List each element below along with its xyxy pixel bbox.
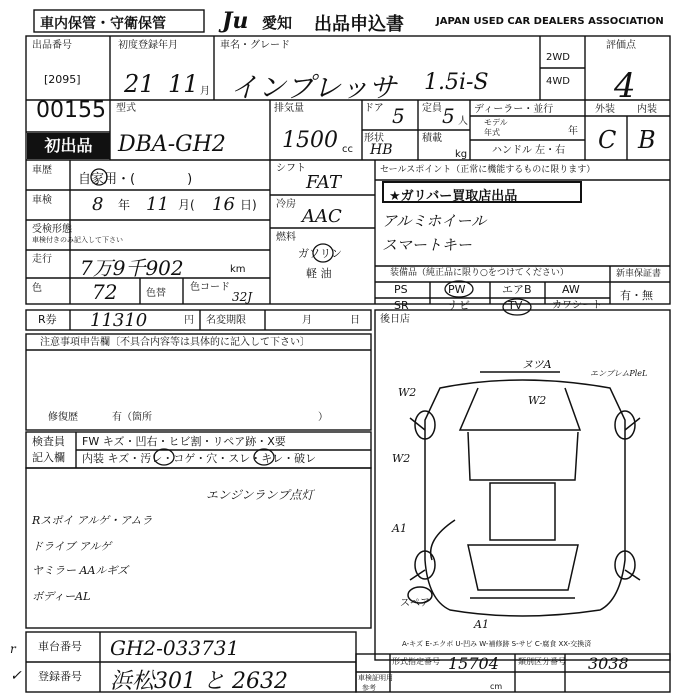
- shift-value: FAT: [306, 172, 341, 193]
- cert-label-1: 車検証明用: [358, 674, 393, 682]
- fuel-label: 燃料: [276, 232, 296, 243]
- recycle-label: R券: [38, 313, 57, 326]
- deadline-month: 月: [302, 315, 312, 326]
- load-label: 積載: [422, 133, 442, 144]
- inspection-month: 11: [146, 194, 169, 215]
- fuel-diesel: 軽 油: [306, 267, 332, 280]
- inspection-day-unit: 日): [240, 198, 257, 212]
- equip-sr: SR: [394, 299, 409, 312]
- inspector-note-4: ヤミラー AAルギズ: [32, 564, 129, 577]
- inspection-month-unit: 月(: [178, 198, 195, 212]
- model-year-label-2: 年式: [484, 128, 500, 137]
- inspector-note-5: ボディーAL: [32, 590, 91, 603]
- diagram-w2-c: W2: [392, 452, 411, 465]
- exterior-score: C: [598, 126, 617, 154]
- chassis-label: 車台番号: [38, 640, 82, 653]
- mileage-value: 7万9千902: [80, 256, 184, 280]
- equip-leather-seat: カワシート: [552, 300, 602, 311]
- capacity-value: 5: [442, 104, 455, 128]
- shape-value: HB: [370, 142, 393, 158]
- diagram-w2-b: W2: [528, 394, 547, 407]
- cm-unit: cm: [490, 682, 503, 691]
- reg-year: 21: [124, 70, 155, 98]
- model-year-unit: 年: [568, 126, 578, 137]
- repair-history-label: 修復歴: [48, 412, 78, 423]
- recycle-yen: 円: [184, 315, 194, 326]
- person-unit: 人: [458, 116, 468, 127]
- model-spec-value: 15704: [448, 654, 499, 673]
- car-body-diagram: [408, 372, 640, 616]
- class-value: 3038: [588, 654, 629, 673]
- ac-value: AAC: [302, 206, 342, 227]
- acceptance-note: 車検付きのみ記入して下さい: [32, 236, 123, 244]
- equip-navi: ナビ: [448, 299, 470, 312]
- model-code: DBA-GH2: [118, 132, 226, 157]
- grade-score: 4: [614, 66, 636, 106]
- door-label: ドア: [364, 103, 384, 114]
- color-code-label: 色コード: [190, 282, 230, 293]
- gulliver-box: [382, 181, 582, 203]
- sales-point-label: セールスポイント（正常に機能するものに限ります）: [380, 165, 596, 175]
- inspection-day: 16: [212, 194, 235, 215]
- reg-month: 11: [168, 70, 199, 98]
- model-spec-label: 形式指定番号: [392, 657, 440, 666]
- mileage-label: 走行: [32, 254, 52, 265]
- door-value: 5: [392, 104, 405, 128]
- displacement-label: 排気量: [274, 103, 304, 114]
- inspector-note-2: Rスポイ アルゲ・アムラ: [32, 514, 153, 527]
- kg-unit: kg: [455, 149, 468, 160]
- capacity-label: 定員: [422, 103, 442, 114]
- brand-name: 愛知: [262, 14, 293, 32]
- lot-no-label: 出品番号: [32, 40, 72, 51]
- interior-score: B: [638, 126, 656, 154]
- inspection-label: 車検: [32, 195, 52, 206]
- inspector-label-2: 記入欄: [32, 451, 65, 464]
- reg-month-unit: 月: [200, 86, 210, 97]
- sales-point-1: アルミホイール: [382, 212, 487, 230]
- warranty-value: 有・無: [620, 289, 653, 302]
- fuel-gas: ガソリン: [298, 247, 342, 260]
- chassis-value: GH2-033731: [110, 636, 240, 660]
- lot-number: 00155: [36, 98, 106, 123]
- color-code-value: 32J: [232, 290, 253, 304]
- km-unit: km: [230, 264, 246, 275]
- interior-label: 内装: [637, 104, 657, 115]
- plate-value: 浜松301 と 2632: [110, 669, 288, 694]
- equip-ps: PS: [394, 283, 408, 296]
- ac-label: 冷房: [276, 199, 296, 210]
- inspector-row-1: FW キズ・凹右・ヒビ割・リペア跡・X要: [82, 435, 286, 448]
- first-listing-badge: 初出品: [27, 133, 110, 159]
- gulliver-text: ★ガリバー買取店出品: [389, 189, 518, 204]
- reg-label: 初度登録年月: [118, 40, 178, 51]
- storage-note: 車内保管・守衛保管: [40, 16, 166, 32]
- use-label: 車歴: [32, 165, 52, 176]
- diagram-w2-a: W2: [398, 386, 417, 399]
- class-label: 類別区分番号: [518, 657, 566, 666]
- ju-logo-mark: Ju: [222, 8, 249, 34]
- inspector-note-1: エンジンランプ点灯: [206, 488, 314, 502]
- cc-unit: cc: [342, 144, 353, 155]
- car-name: インプレッサ: [230, 71, 397, 104]
- sales-point-2: スマートキー: [382, 236, 472, 254]
- back-label: 後日店: [380, 314, 410, 325]
- grade-score-label: 評価点: [606, 40, 636, 51]
- inspector-label-1: 検査員: [32, 435, 65, 448]
- margin-mark-1: r: [10, 642, 16, 656]
- association-name: JAPAN USED CAR DEALERS ASSOCIATION: [436, 16, 664, 27]
- repair-history-value: 有（箇所: [112, 412, 152, 423]
- equip-tv: TV: [508, 299, 523, 312]
- drive-2wd: 2WD: [546, 52, 570, 63]
- displacement-value: 1500: [282, 128, 338, 153]
- acceptance-label: 受検形態: [32, 224, 72, 235]
- shift-label: シフト: [276, 163, 306, 174]
- color-change-label: 色替: [146, 288, 166, 299]
- recycle-value: 11310: [90, 310, 148, 331]
- margin-mark-2: ✓: [10, 668, 22, 684]
- plate-label: 登録番号: [38, 670, 82, 683]
- equip-label: 装備品（純正品に限り○をつけてください）: [390, 268, 569, 278]
- inspection-year-unit: 年: [118, 198, 131, 212]
- car-grade: 1.5i-S: [424, 70, 489, 95]
- deadline-label: 名変期限: [206, 315, 246, 326]
- deadline-day: 日: [350, 315, 360, 326]
- drive-4wd: 4WD: [546, 76, 570, 87]
- new-warranty-label: 新車保証書: [616, 269, 662, 279]
- diagram-legend: A-キズ E-エクボ U-凹み W-補修跡 S-サビ C-腐食 XX-交換済: [402, 640, 592, 648]
- model-year-label-1: モデル: [484, 118, 508, 127]
- diagram-spare: スペア: [400, 598, 430, 609]
- ju-logo: [222, 8, 248, 34]
- inspection-year: 8: [92, 194, 104, 215]
- use-value: 自家用・( ): [78, 172, 193, 187]
- exterior-label: 外装: [595, 104, 615, 115]
- color-value: 72: [92, 280, 118, 304]
- dealer-label: ディーラー・並行: [474, 104, 554, 115]
- form-title: 出品申込書: [314, 14, 404, 35]
- diagram-a1-b: A1: [474, 618, 489, 631]
- handle-label: ハンドル 左・右: [492, 145, 566, 156]
- name-label: 車名・グレード: [220, 40, 290, 51]
- lot-sub: [2095]: [44, 73, 81, 86]
- model-label: 型式: [116, 103, 136, 114]
- equip-airbag: エアB: [502, 283, 532, 296]
- inspector-note-3: ドライブ アルゲ: [32, 540, 112, 553]
- diagram-note-right: エンブレムPleL: [590, 369, 648, 378]
- inspector-row-2: 内装 キズ・汚レ・コゲ・穴・スレ・キレ・破レ: [82, 452, 317, 465]
- diagram-a1-a: A1: [392, 522, 407, 535]
- repair-history-close: ）: [318, 412, 328, 423]
- equip-aw: AW: [562, 283, 580, 296]
- diagram-note-top: ヌツA: [522, 358, 552, 371]
- color-label: 色: [32, 283, 42, 294]
- equip-pw: PW: [448, 283, 466, 296]
- cert-label-2: 参考: [362, 684, 376, 692]
- shape-label: 形状: [364, 133, 384, 144]
- notes-label: 注意事項申告欄〔不具合内容等は具体的に記入して下さい〕: [40, 337, 310, 348]
